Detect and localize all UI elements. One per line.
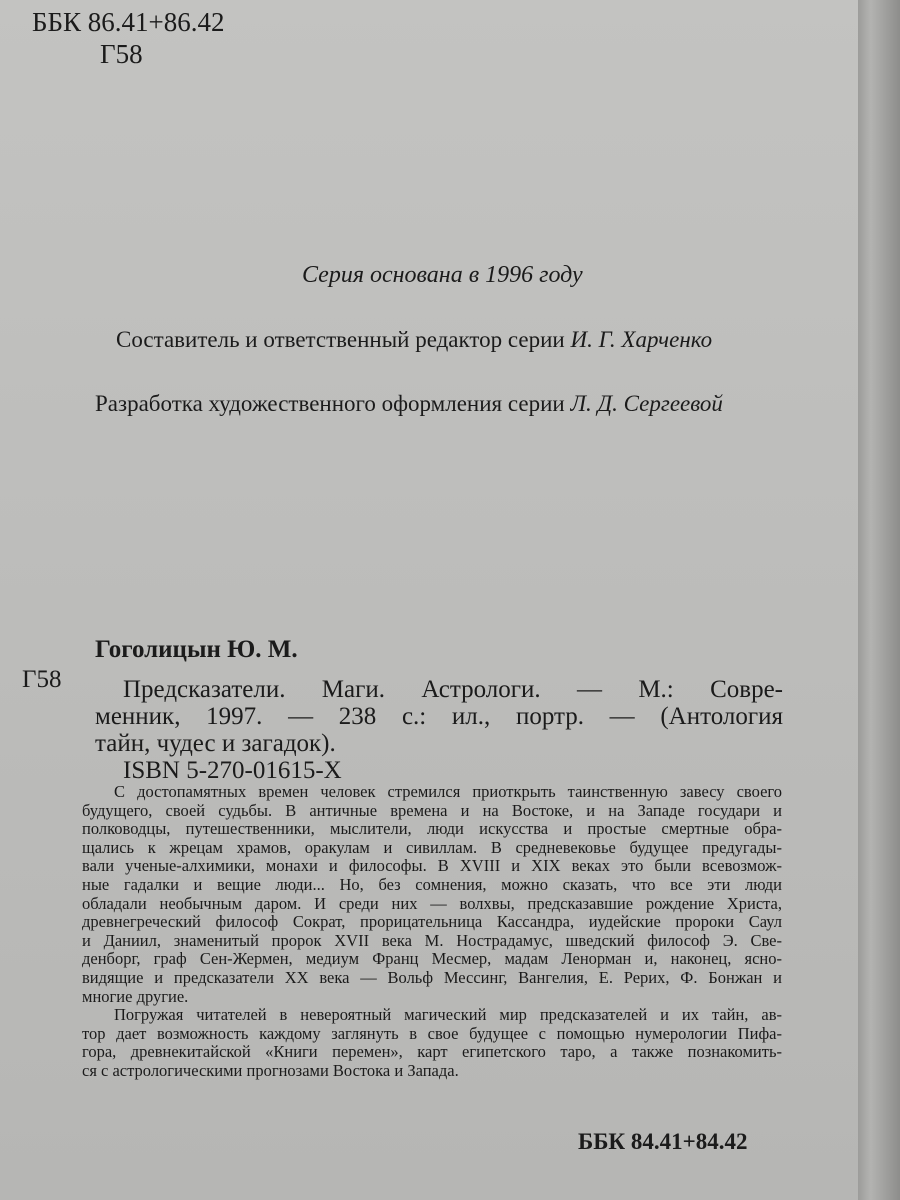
annotation-line: многие другие. xyxy=(82,986,189,1006)
annotation-line: гора, древнекитайской «Книги перемен», карт египетского таро, а также познакомить- xyxy=(82,1042,782,1062)
bibliographic-description xyxy=(95,676,783,784)
catalog-author: Гоголицын Ю. М. xyxy=(95,636,298,663)
biblio-line: Предсказатели. Маги. Астрологи. — М.: Совре- xyxy=(123,676,783,703)
annotation-line: древнегреческий философ Сократ, прорицательница Кассандра, иудейские пророки Саул xyxy=(82,912,782,932)
series-design-name: Л. Д. Сергеевой xyxy=(570,391,723,416)
annotation-paragraph-2 xyxy=(82,1006,782,1080)
annotation-line: видящие и предсказатели XX века — Вольф Мессинг, Вангелия, Е. Рерих, Ф. Бонжан и xyxy=(82,967,782,987)
annotation-line: будущего, своей судьбы. В античные времена и на Востоке, и на Западе государи и xyxy=(82,800,782,820)
annotation-line: Погружая читателей в невероятный магический мир предсказателей и их тайн, ав- xyxy=(114,1005,782,1025)
biblio-line: тайн, чудес и загадок). xyxy=(95,730,336,757)
series-editor-name: И. Г. Харченко xyxy=(570,327,713,352)
annotation-line: и Даниил, знаменитый пророк XVII века М. Нострадамус, шведский философ Э. Све- xyxy=(82,930,782,950)
annotation-line: вали ученые-алхимики, монахи и философы. В XVIII и XIX веках это были всевозмож- xyxy=(82,856,782,876)
annotation-line: щались к жрецам храмов, оракулам и сивиллам. В средневековье будущее предугады- xyxy=(82,837,782,857)
series-design-label: Разработка художественного оформления серии xyxy=(95,391,565,416)
annotation-line: денборг, граф Сен-Жермен, медиум Франц Месмер, мадам Ленорман и, наконец, ясно- xyxy=(82,949,782,969)
isbn-line: ISBN 5-270-01615-X xyxy=(123,757,342,784)
annotation-line: ные гадалки и вещие люди... Но, без сомнения, можно сказать, что все эти люди xyxy=(82,874,782,894)
annotation-text xyxy=(82,783,782,1081)
catalog-author-mark: Г58 xyxy=(22,666,62,693)
next-page-edge xyxy=(858,0,900,1200)
bbk-index-bottom: ББК 84.41+84.42 xyxy=(578,1129,748,1154)
annotation-line: обладали необычным даром. И среди них — волхвы, предсказавшие рождение Христа, xyxy=(82,893,782,913)
biblio-line: менник, 1997. — 238 с.: ил., портр. — (Антология xyxy=(95,703,783,730)
series-editor-line xyxy=(116,327,712,353)
annotation-paragraph-1 xyxy=(82,783,782,1006)
author-mark-top: Г58 xyxy=(100,39,143,69)
bbk-index-top: ББК 86.41+86.42 xyxy=(32,7,225,37)
series-founded-note: Серия основана в 1996 году xyxy=(302,262,583,288)
annotation-line: ся с астрологическими прогнозами Востока и Запада. xyxy=(82,1060,459,1080)
series-editor-label: Составитель и ответственный редактор серии xyxy=(116,327,565,352)
series-design-line xyxy=(95,391,723,417)
annotation-line: полководцы, путешественники, мыслители, люди искусства и простые смертные обра- xyxy=(82,819,782,839)
annotation-line: С достопамятных времен человек стремился приоткрыть таинственную завесу своего xyxy=(114,782,782,801)
annotation-line: тор дает возможность каждому заглянуть в свое будущее с помощью нумерологии Пифа- xyxy=(82,1023,782,1043)
